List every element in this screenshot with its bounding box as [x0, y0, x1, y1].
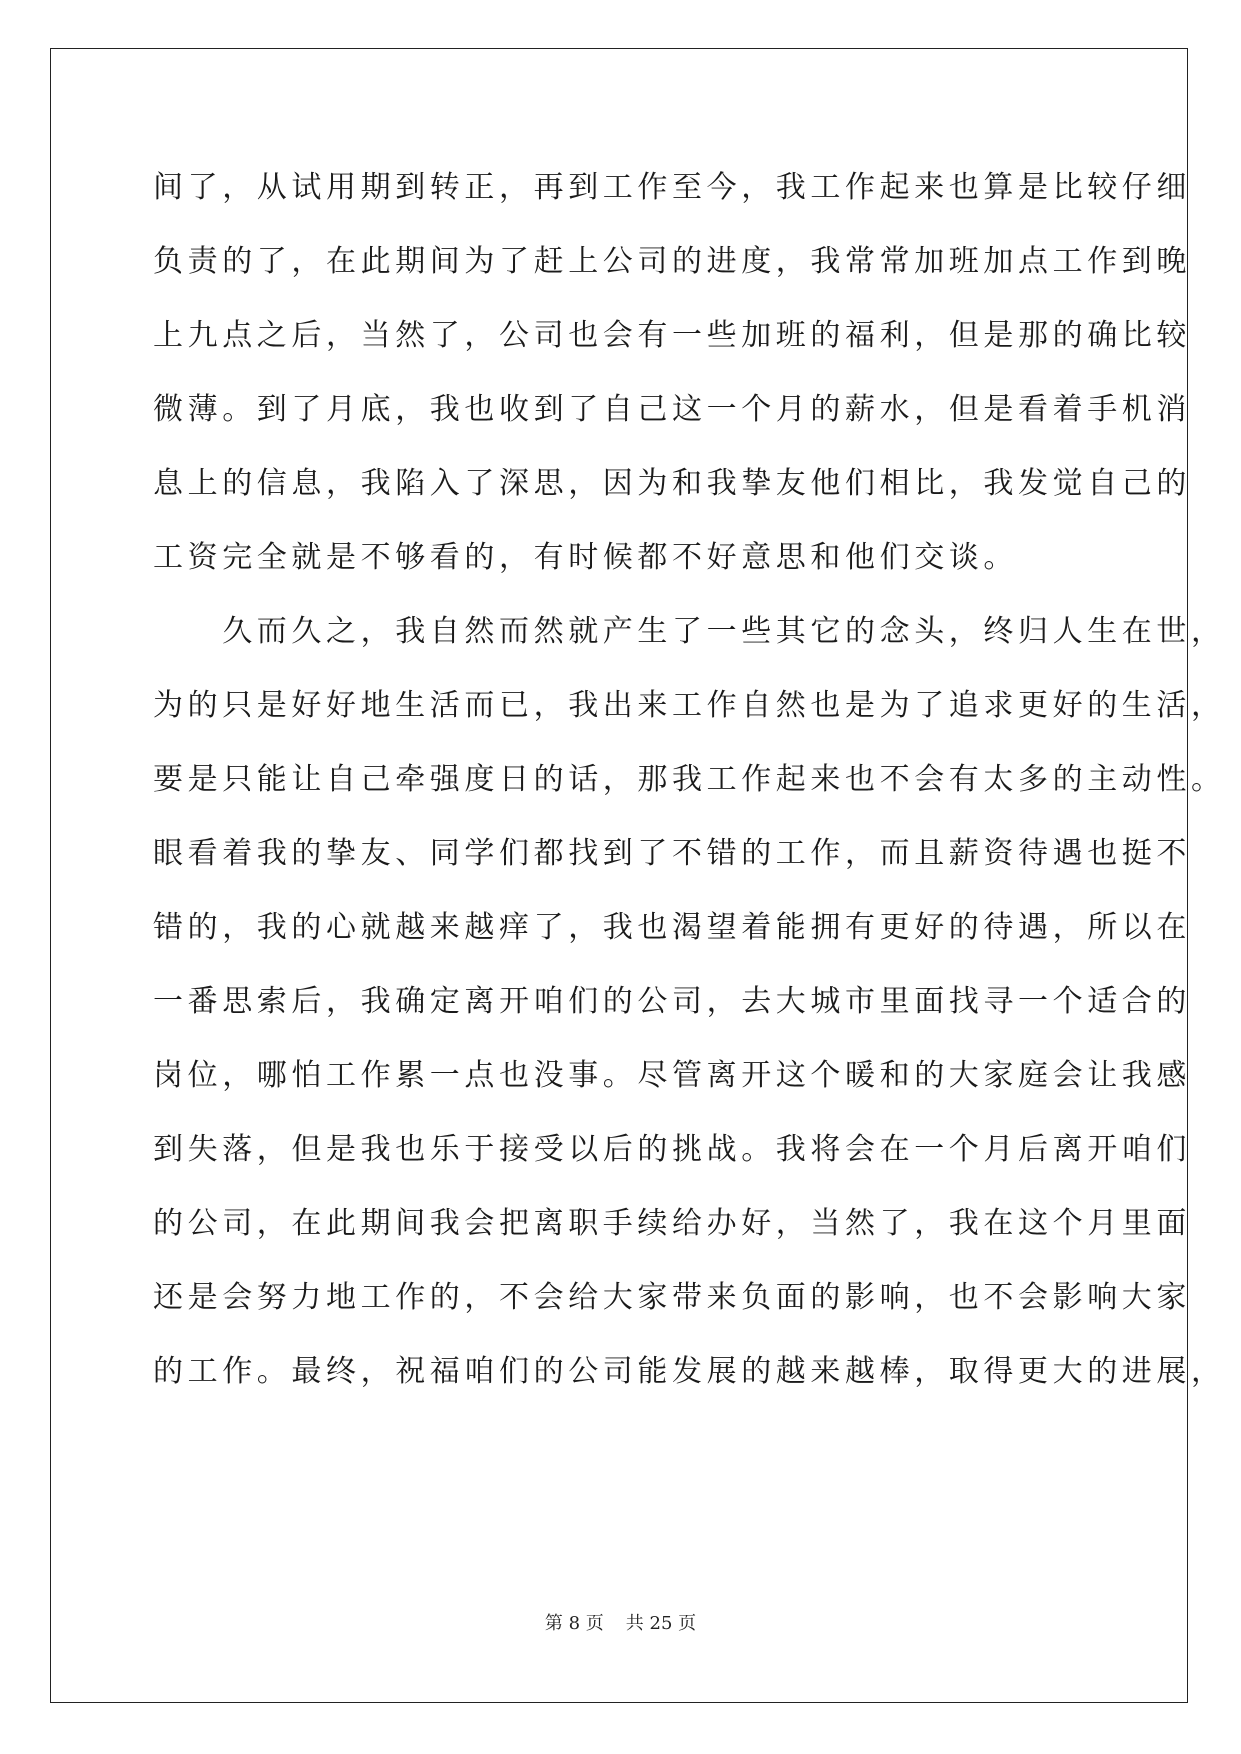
- text-line: 还是会努力地工作的，不会给大家带来负面的影响，也不会影响大家: [153, 1280, 1191, 1315]
- text-line: 到失落，但是我也乐于接受以后的挑战。我将会在一个月后离开咱们: [153, 1132, 1191, 1167]
- text-line: 微薄。到了月底，我也收到了自己这一个月的薪水，但是看着手机消: [153, 392, 1191, 427]
- text-line: 岗位，哪怕工作累一点也没事。尽管离开这个暖和的大家庭会让我感: [153, 1058, 1191, 1093]
- page-total: 共 25 页: [625, 1613, 697, 1634]
- text-line: 的公司，在此期间我会把离职手续给办好，当然了，我在这个月里面: [153, 1206, 1191, 1241]
- page-number: 第 8 页: [544, 1613, 604, 1634]
- text-line: 间了，从试用期到转正，再到工作至今，我工作起来也算是比较仔细: [153, 170, 1191, 205]
- text-line: 的工作。最终，祝福咱们的公司能发展的越来越棒，取得更大的进展，: [153, 1354, 1226, 1389]
- text-line: 错的，我的心就越来越痒了，我也渴望着能拥有更好的待遇，所以在: [153, 910, 1191, 945]
- text-line: 一番思索后，我确定离开咱们的公司，去大城市里面找寻一个适合的: [153, 984, 1191, 1019]
- text-line: 上九点之后，当然了，公司也会有一些加班的福利，但是那的确比较: [153, 318, 1191, 353]
- text-line: 久而久之，我自然而然就产生了一些其它的念头，终归人生在世，: [153, 614, 1226, 649]
- text-line: 眼看着我的挚友、同学们都找到了不错的工作，而且薪资待遇也挺不: [153, 836, 1191, 871]
- page-footer: [0, 1612, 1241, 1636]
- text-line: 要是只能让自己牵强度日的话，那我工作起来也不会有太多的主动性。: [153, 762, 1226, 797]
- text-line: 为的只是好好地生活而已，我出来工作自然也是为了追求更好的生活，: [153, 688, 1226, 723]
- text-line: 负责的了，在此期间为了赶上公司的进度，我常常加班加点工作到晚: [153, 244, 1191, 279]
- text-line: 工资完全就是不够看的，有时候都不好意思和他们交谈。: [153, 540, 1018, 575]
- text-line: 息上的信息，我陷入了深思，因为和我挚友他们相比，我发觉自己的: [153, 466, 1191, 501]
- page-border: [50, 48, 1188, 1703]
